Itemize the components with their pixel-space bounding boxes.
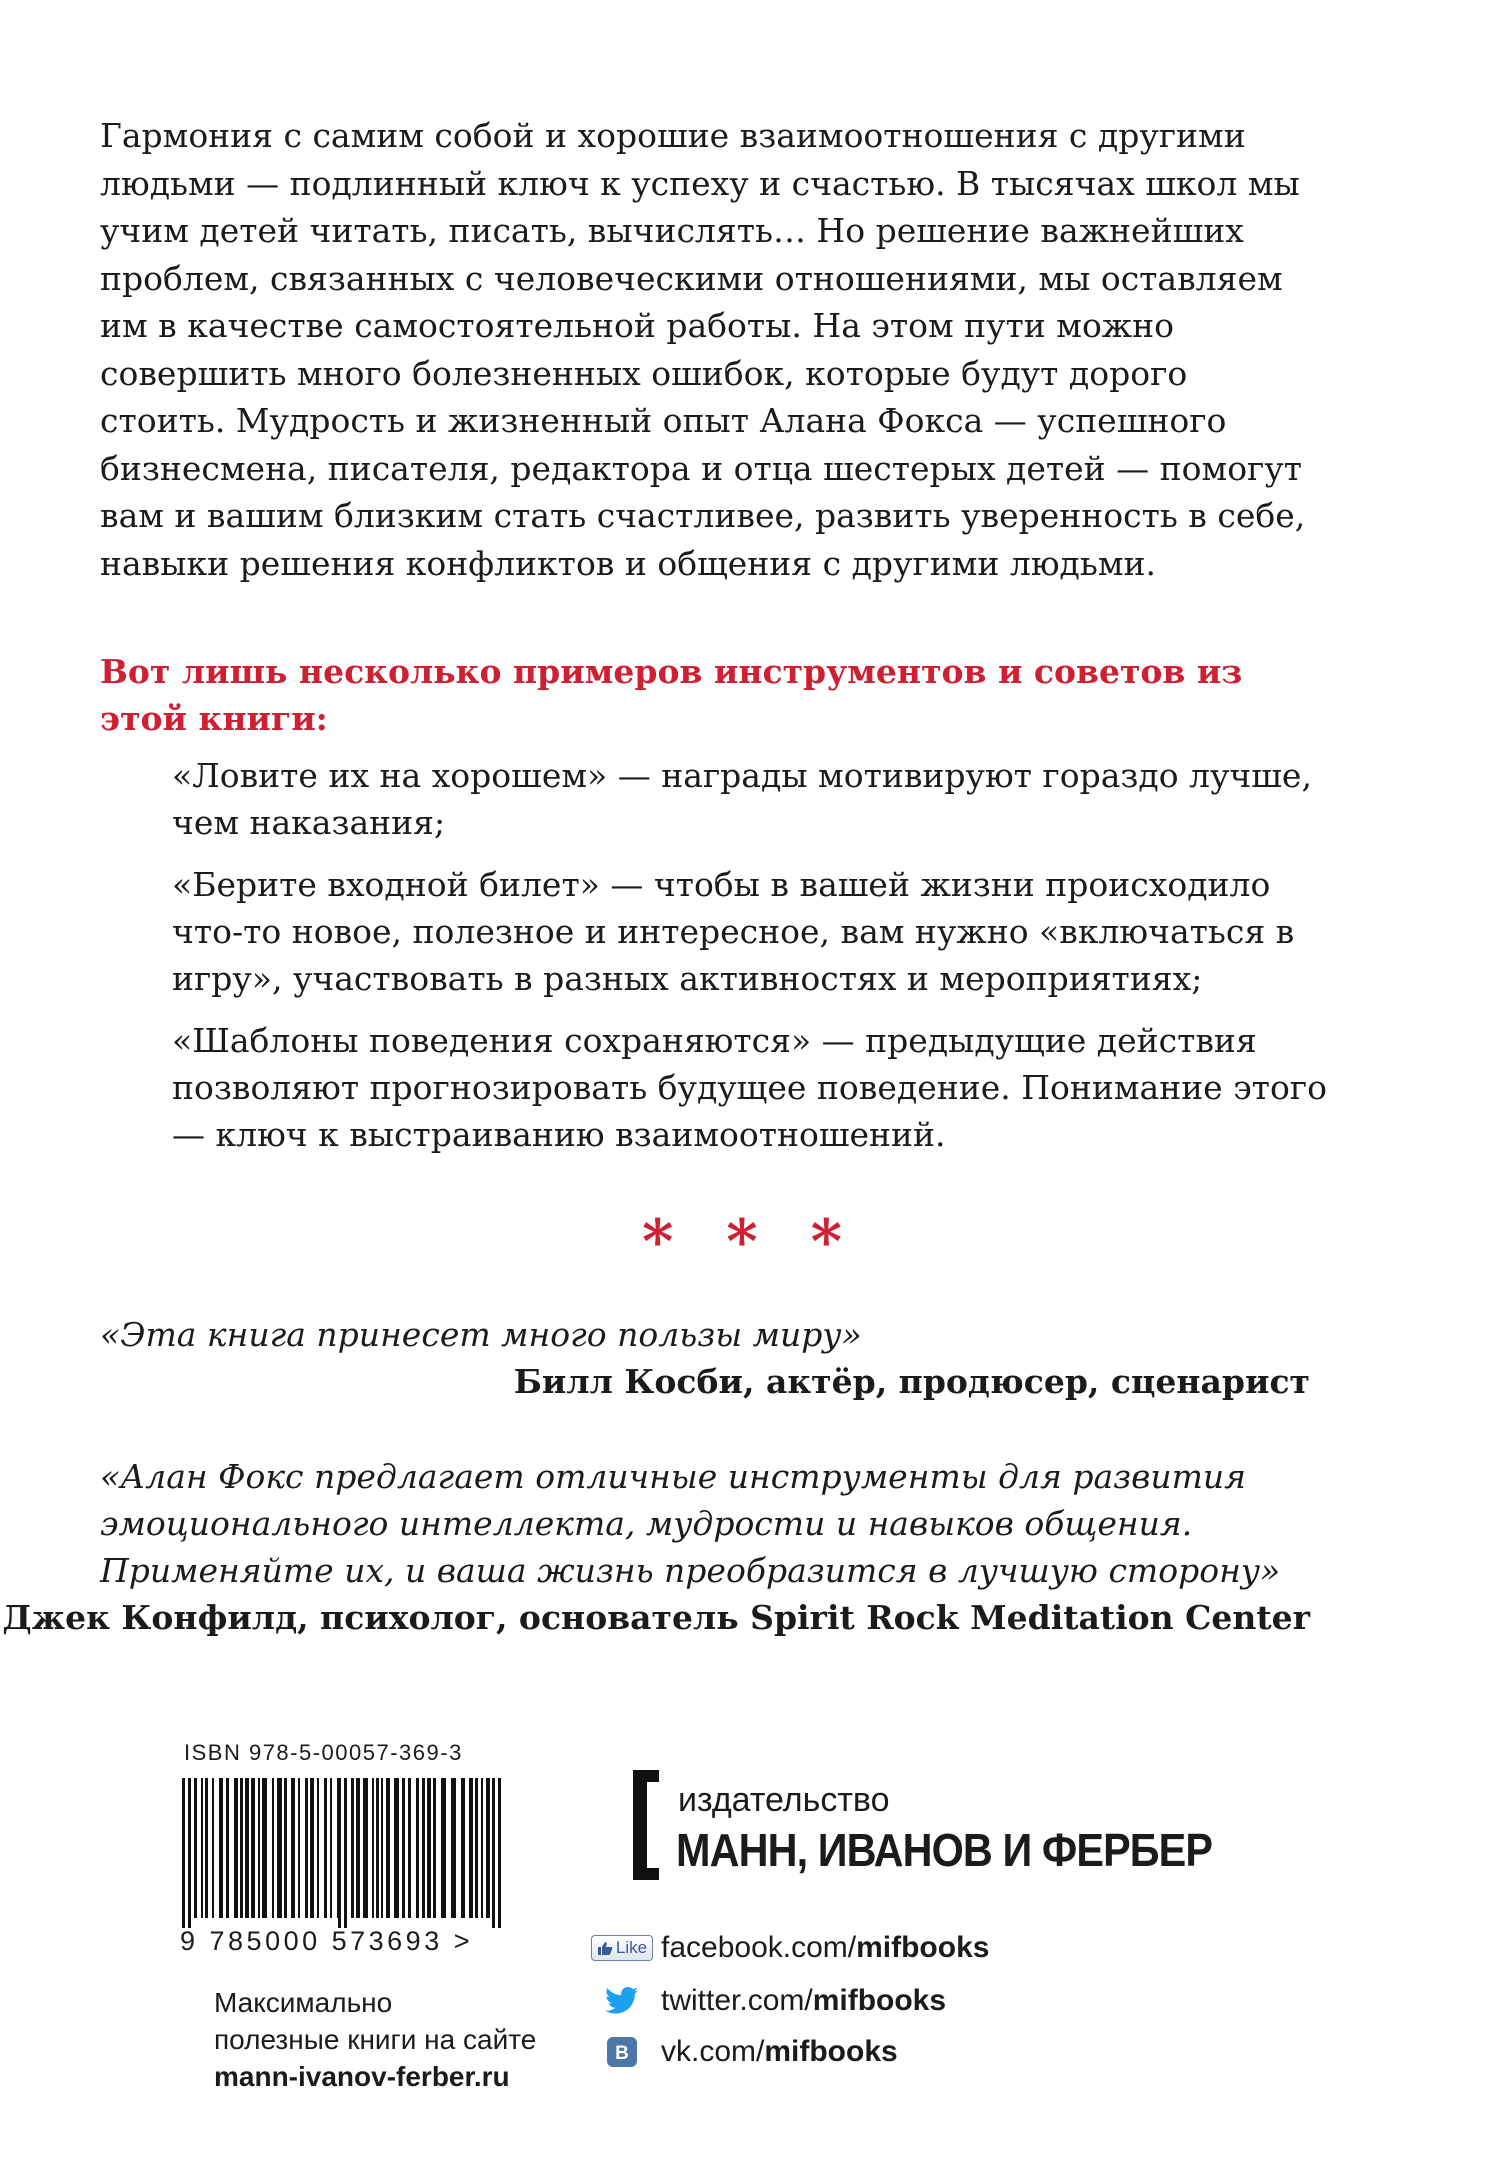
tips-heading: Вот лишь несколько примеров инструментов и советов из этой книги: [100, 652, 1243, 738]
tip-item: «Ловите их на хорошем» — награды мотивируют гораздо лучше, чем наказания; [172, 756, 1312, 842]
website-link[interactable]: mann-ivanov-ferber.ru [214, 2061, 510, 2092]
tips-list [172, 752, 1332, 1173]
review-quote: «Алан Фокс предлагает отличные инструменты для развития эмоционального интеллекта, мудрости и навыков общения. Применяйте их, и ваша жизнь преобразится в лучшую сторону» [100, 1457, 1281, 1590]
review-quote: «Эта книга принесет много пользы миру» [100, 1315, 862, 1354]
tip-item: «Шаблоны поведения сохраняются» — предыдущие действия позволяют прогнозировать будущее поведение. Понимание этого — ключ к выстраиванию взаимоотношений. [172, 1021, 1327, 1154]
publisher-name: МАНН, ИВАНОВ И ФЕРБЕР [676, 1824, 1213, 1876]
review-author: Билл Косби, актёр, продюсер, сценарист [513, 1362, 1310, 1401]
social-handle: mifbooks [764, 2035, 898, 2068]
isbn-label: ISBN 978-5-00057-369-3 [184, 1740, 463, 1765]
like-button-label: Like [615, 1938, 648, 1957]
tagline-line: полезные книги на сайте [214, 2024, 537, 2055]
barcode-icon [182, 1778, 504, 1928]
social-facebook[interactable] [583, 1929, 989, 1967]
site-tagline [214, 1984, 536, 2095]
facebook-like-icon [583, 1935, 661, 1961]
social-vk[interactable] [583, 2033, 898, 2071]
vk-icon [583, 2037, 661, 2067]
intro-paragraph: Гармония с самим собой и хорошие взаимоотношения с другими людьми — подлинный ключ к успеху и счастью. В тысячах школ мы учим детей читать, писать, вычислять… Но решение важнейших проблем, связанных с человеческими отношениями, мы оставляем им в качестве самостоятельной работы. На этом пути можно совершить много болезненных ошибок, которые будут дорого стоить. Мудрость и жизненный опыт Алана Фокса — успешного бизнесмена, писателя, редактора и отца шестерых детей — помогут вам и вашим близким стать счастливее, развить уверенность в себе, навыки решения конфликтов и общения с другими людьми. [100, 116, 1306, 583]
social-twitter[interactable] [583, 1982, 946, 2020]
social-handle: mifbooks [812, 1984, 947, 2017]
social-prefix: facebook.com/ [661, 1931, 857, 1964]
thumbs-up-icon [597, 1941, 613, 1956]
social-prefix: vk.com/ [661, 2035, 765, 2068]
social-prefix: twitter.com/ [661, 1984, 813, 2017]
publisher-label: издательство [678, 1781, 890, 1819]
social-handle: mifbooks [856, 1931, 990, 1964]
section-separator: * * * [642, 1207, 858, 1277]
like-button[interactable] [591, 1935, 653, 1961]
svg-text:B: B [615, 2043, 629, 2064]
review-author: Джек Конфилд, психолог, основатель Spirit Rock Meditation Center [2, 1598, 1310, 1637]
tagline-line: Максимально [214, 1987, 393, 2018]
tip-item: «Берите входной билет» — чтобы в вашей жизни происходило что-то новое, полезное и интересное, вам нужно «включаться в игру», участвовать в разных активностях и мероприятиях; [172, 865, 1295, 998]
twitter-bird-icon [583, 1987, 661, 2015]
publisher-bracket-icon [633, 1770, 659, 1880]
barcode-digits: 9 785000 573693 > [180, 1926, 473, 1956]
